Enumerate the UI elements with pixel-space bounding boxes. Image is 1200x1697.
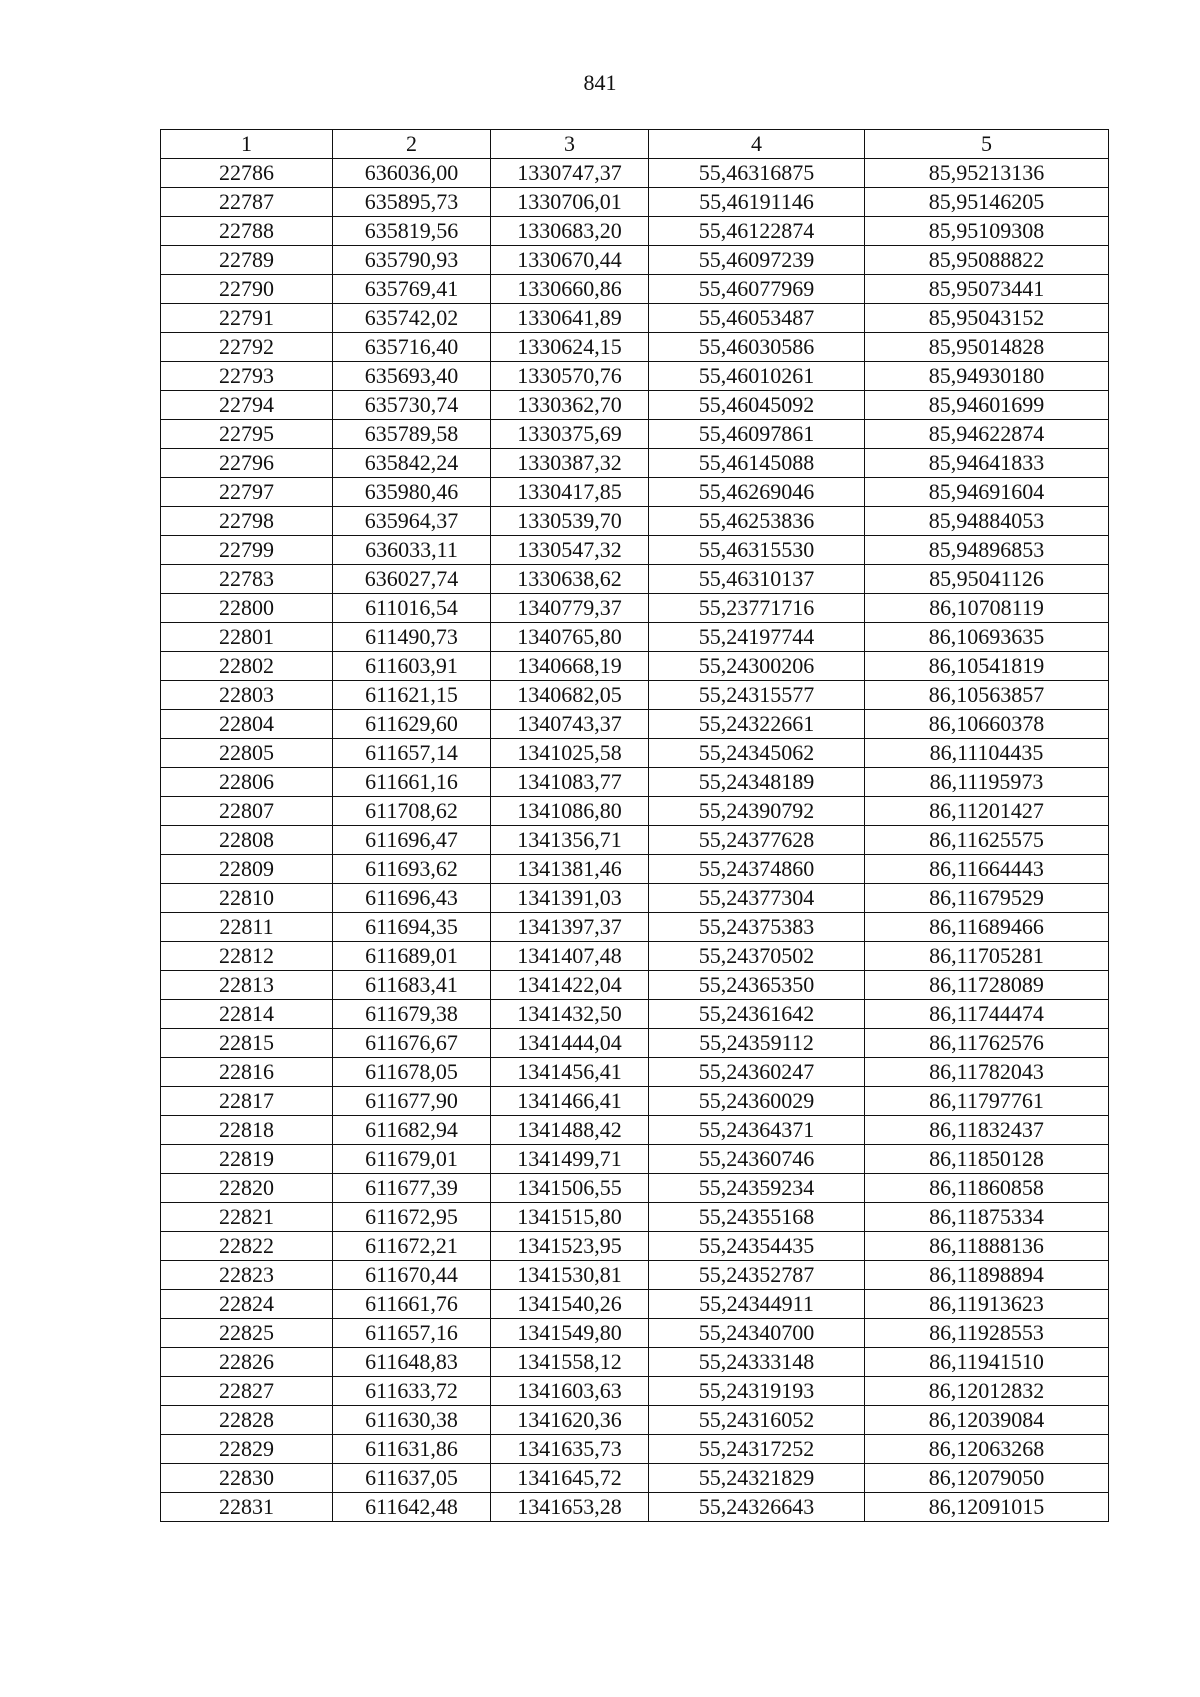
latitude-cell: 55,24370502 [649, 942, 865, 971]
x-coordinate-cell: 635730,74 [333, 391, 491, 420]
table-row [161, 275, 1109, 304]
latitude-cell: 55,46097239 [649, 246, 865, 275]
latitude-cell: 55,46269046 [649, 478, 865, 507]
y-coordinate-cell: 1341530,81 [491, 1261, 649, 1290]
point-number-cell: 22824 [161, 1290, 333, 1319]
table-row [161, 1493, 1109, 1522]
longitude-cell: 86,11797761 [865, 1087, 1109, 1116]
table-row [161, 1348, 1109, 1377]
x-coordinate-cell: 636027,74 [333, 565, 491, 594]
y-coordinate-cell: 1341620,36 [491, 1406, 649, 1435]
point-number-cell: 22823 [161, 1261, 333, 1290]
table-row [161, 217, 1109, 246]
y-coordinate-cell: 1341422,04 [491, 971, 649, 1000]
table-row [161, 246, 1109, 275]
longitude-cell: 85,94622874 [865, 420, 1109, 449]
longitude-cell: 86,11664443 [865, 855, 1109, 884]
point-number-cell: 22792 [161, 333, 333, 362]
longitude-cell: 86,11913623 [865, 1290, 1109, 1319]
table-row [161, 536, 1109, 565]
y-coordinate-cell: 1330670,44 [491, 246, 649, 275]
longitude-cell: 85,95088822 [865, 246, 1109, 275]
latitude-cell: 55,24375383 [649, 913, 865, 942]
x-coordinate-cell: 636033,11 [333, 536, 491, 565]
point-number-cell: 22803 [161, 681, 333, 710]
latitude-cell: 55,24344911 [649, 1290, 865, 1319]
table-row [161, 1000, 1109, 1029]
y-coordinate-cell: 1341381,46 [491, 855, 649, 884]
x-coordinate-cell: 635693,40 [333, 362, 491, 391]
x-coordinate-cell: 611672,21 [333, 1232, 491, 1261]
longitude-cell: 86,11898894 [865, 1261, 1109, 1290]
x-coordinate-cell: 611637,05 [333, 1464, 491, 1493]
y-coordinate-cell: 1341635,73 [491, 1435, 649, 1464]
point-number-cell: 22820 [161, 1174, 333, 1203]
point-number-cell: 22795 [161, 420, 333, 449]
latitude-cell: 55,46122874 [649, 217, 865, 246]
table-row [161, 1058, 1109, 1087]
longitude-cell: 86,11625575 [865, 826, 1109, 855]
point-number-cell: 22801 [161, 623, 333, 652]
table-row [161, 565, 1109, 594]
point-number-cell: 22798 [161, 507, 333, 536]
y-coordinate-cell: 1341603,63 [491, 1377, 649, 1406]
longitude-cell: 86,11875334 [865, 1203, 1109, 1232]
y-coordinate-cell: 1341506,55 [491, 1174, 649, 1203]
x-coordinate-cell: 611693,62 [333, 855, 491, 884]
longitude-cell: 85,95109308 [865, 217, 1109, 246]
x-coordinate-cell: 611679,38 [333, 1000, 491, 1029]
y-coordinate-cell: 1340765,80 [491, 623, 649, 652]
table-row [161, 797, 1109, 826]
longitude-cell: 86,11679529 [865, 884, 1109, 913]
y-coordinate-cell: 1341391,03 [491, 884, 649, 913]
latitude-cell: 55,46315530 [649, 536, 865, 565]
point-number-cell: 22813 [161, 971, 333, 1000]
longitude-cell: 86,12012832 [865, 1377, 1109, 1406]
point-number-cell: 22807 [161, 797, 333, 826]
y-coordinate-cell: 1330706,01 [491, 188, 649, 217]
y-coordinate-cell: 1341356,71 [491, 826, 649, 855]
y-coordinate-cell: 1341523,95 [491, 1232, 649, 1261]
y-coordinate-cell: 1341558,12 [491, 1348, 649, 1377]
latitude-cell: 55,46191146 [649, 188, 865, 217]
table-row [161, 739, 1109, 768]
latitude-cell: 55,24359234 [649, 1174, 865, 1203]
point-number-cell: 22796 [161, 449, 333, 478]
x-coordinate-cell: 611016,54 [333, 594, 491, 623]
table-row [161, 1406, 1109, 1435]
x-coordinate-cell: 611683,41 [333, 971, 491, 1000]
latitude-cell: 55,24390792 [649, 797, 865, 826]
point-number-cell: 22826 [161, 1348, 333, 1377]
latitude-cell: 55,24365350 [649, 971, 865, 1000]
x-coordinate-cell: 611661,16 [333, 768, 491, 797]
longitude-cell: 86,10660378 [865, 710, 1109, 739]
table-row [161, 884, 1109, 913]
table-row [161, 768, 1109, 797]
latitude-cell: 55,24360247 [649, 1058, 865, 1087]
point-number-cell: 22821 [161, 1203, 333, 1232]
y-coordinate-cell: 1330747,37 [491, 159, 649, 188]
x-coordinate-cell: 611689,01 [333, 942, 491, 971]
latitude-cell: 55,24364371 [649, 1116, 865, 1145]
longitude-cell: 86,10693635 [865, 623, 1109, 652]
x-coordinate-cell: 611677,90 [333, 1087, 491, 1116]
y-coordinate-cell: 1341515,80 [491, 1203, 649, 1232]
latitude-cell: 55,24300206 [649, 652, 865, 681]
latitude-cell: 55,24359112 [649, 1029, 865, 1058]
longitude-cell: 86,11832437 [865, 1116, 1109, 1145]
point-number-cell: 22802 [161, 652, 333, 681]
table-row [161, 159, 1109, 188]
latitude-cell: 55,24317252 [649, 1435, 865, 1464]
point-number-cell: 22831 [161, 1493, 333, 1522]
point-number-cell: 22788 [161, 217, 333, 246]
table-row [161, 1435, 1109, 1464]
point-number-cell: 22793 [161, 362, 333, 391]
latitude-cell: 55,24352787 [649, 1261, 865, 1290]
latitude-cell: 55,46077969 [649, 275, 865, 304]
y-coordinate-cell: 1330624,15 [491, 333, 649, 362]
longitude-cell: 85,95146205 [865, 188, 1109, 217]
point-number-cell: 22812 [161, 942, 333, 971]
table-row [161, 420, 1109, 449]
x-coordinate-cell: 611657,14 [333, 739, 491, 768]
column-header-3: 3 [491, 130, 649, 159]
longitude-cell: 86,11782043 [865, 1058, 1109, 1087]
longitude-cell: 85,94930180 [865, 362, 1109, 391]
table-row [161, 1116, 1109, 1145]
latitude-cell: 55,24333148 [649, 1348, 865, 1377]
y-coordinate-cell: 1341025,58 [491, 739, 649, 768]
y-coordinate-cell: 1330660,86 [491, 275, 649, 304]
table-row [161, 507, 1109, 536]
table-row [161, 1145, 1109, 1174]
y-coordinate-cell: 1340779,37 [491, 594, 649, 623]
table-row [161, 971, 1109, 1000]
latitude-cell: 55,46045092 [649, 391, 865, 420]
point-number-cell: 22830 [161, 1464, 333, 1493]
x-coordinate-cell: 635842,24 [333, 449, 491, 478]
longitude-cell: 86,11850128 [865, 1145, 1109, 1174]
y-coordinate-cell: 1341549,80 [491, 1319, 649, 1348]
table-row [161, 333, 1109, 362]
longitude-cell: 85,94884053 [865, 507, 1109, 536]
x-coordinate-cell: 635769,41 [333, 275, 491, 304]
table-row [161, 1232, 1109, 1261]
longitude-cell: 85,95213136 [865, 159, 1109, 188]
table-row [161, 1290, 1109, 1319]
y-coordinate-cell: 1341083,77 [491, 768, 649, 797]
y-coordinate-cell: 1341397,37 [491, 913, 649, 942]
point-number-cell: 22817 [161, 1087, 333, 1116]
y-coordinate-cell: 1330387,32 [491, 449, 649, 478]
coordinates-table [160, 129, 1109, 1522]
column-header-5: 5 [865, 130, 1109, 159]
table-row [161, 1319, 1109, 1348]
longitude-cell: 86,10708119 [865, 594, 1109, 623]
latitude-cell: 55,24315577 [649, 681, 865, 710]
point-number-cell: 22787 [161, 188, 333, 217]
point-number-cell: 22811 [161, 913, 333, 942]
point-number-cell: 22822 [161, 1232, 333, 1261]
table-row [161, 652, 1109, 681]
latitude-cell: 55,46253836 [649, 507, 865, 536]
latitude-cell: 55,24377304 [649, 884, 865, 913]
latitude-cell: 55,24374860 [649, 855, 865, 884]
latitude-cell: 55,46316875 [649, 159, 865, 188]
x-coordinate-cell: 611648,83 [333, 1348, 491, 1377]
longitude-cell: 86,11195973 [865, 768, 1109, 797]
x-coordinate-cell: 611629,60 [333, 710, 491, 739]
y-coordinate-cell: 1330417,85 [491, 478, 649, 507]
y-coordinate-cell: 1330547,32 [491, 536, 649, 565]
table-row [161, 362, 1109, 391]
latitude-cell: 55,24319193 [649, 1377, 865, 1406]
point-number-cell: 22804 [161, 710, 333, 739]
table-row [161, 681, 1109, 710]
y-coordinate-cell: 1341432,50 [491, 1000, 649, 1029]
y-coordinate-cell: 1341466,41 [491, 1087, 649, 1116]
y-coordinate-cell: 1341407,48 [491, 942, 649, 971]
x-coordinate-cell: 635716,40 [333, 333, 491, 362]
table-row [161, 855, 1109, 884]
y-coordinate-cell: 1330570,76 [491, 362, 649, 391]
longitude-cell: 86,11744474 [865, 1000, 1109, 1029]
x-coordinate-cell: 635980,46 [333, 478, 491, 507]
point-number-cell: 22800 [161, 594, 333, 623]
latitude-cell: 55,24316052 [649, 1406, 865, 1435]
point-number-cell: 22819 [161, 1145, 333, 1174]
table-row [161, 188, 1109, 217]
x-coordinate-cell: 635790,93 [333, 246, 491, 275]
point-number-cell: 22805 [161, 739, 333, 768]
x-coordinate-cell: 611679,01 [333, 1145, 491, 1174]
y-coordinate-cell: 1330638,62 [491, 565, 649, 594]
x-coordinate-cell: 635789,58 [333, 420, 491, 449]
latitude-cell: 55,24348189 [649, 768, 865, 797]
longitude-cell: 86,11762576 [865, 1029, 1109, 1058]
x-coordinate-cell: 611694,35 [333, 913, 491, 942]
point-number-cell: 22829 [161, 1435, 333, 1464]
y-coordinate-cell: 1330641,89 [491, 304, 649, 333]
x-coordinate-cell: 635819,56 [333, 217, 491, 246]
longitude-cell: 86,11941510 [865, 1348, 1109, 1377]
table-row [161, 1087, 1109, 1116]
x-coordinate-cell: 611696,47 [333, 826, 491, 855]
y-coordinate-cell: 1340743,37 [491, 710, 649, 739]
point-number-cell: 22794 [161, 391, 333, 420]
point-number-cell: 22825 [161, 1319, 333, 1348]
page-number: 841 [583, 70, 617, 95]
point-number-cell: 22786 [161, 159, 333, 188]
x-coordinate-cell: 635964,37 [333, 507, 491, 536]
y-coordinate-cell: 1330539,70 [491, 507, 649, 536]
longitude-cell: 86,12063268 [865, 1435, 1109, 1464]
x-coordinate-cell: 611603,91 [333, 652, 491, 681]
point-number-cell: 22827 [161, 1377, 333, 1406]
table-row [161, 826, 1109, 855]
table-row [161, 391, 1109, 420]
point-number-cell: 22810 [161, 884, 333, 913]
longitude-cell: 85,94641833 [865, 449, 1109, 478]
table-row [161, 449, 1109, 478]
point-number-cell: 22789 [161, 246, 333, 275]
y-coordinate-cell: 1341456,41 [491, 1058, 649, 1087]
latitude-cell: 55,46097861 [649, 420, 865, 449]
y-coordinate-cell: 1341540,26 [491, 1290, 649, 1319]
longitude-cell: 86,12091015 [865, 1493, 1109, 1522]
longitude-cell: 86,12039084 [865, 1406, 1109, 1435]
table-row [161, 1377, 1109, 1406]
latitude-cell: 55,46010261 [649, 362, 865, 391]
latitude-cell: 55,24322661 [649, 710, 865, 739]
table-row [161, 710, 1109, 739]
latitude-cell: 55,24360746 [649, 1145, 865, 1174]
y-coordinate-cell: 1341499,71 [491, 1145, 649, 1174]
longitude-cell: 85,95043152 [865, 304, 1109, 333]
point-number-cell: 22816 [161, 1058, 333, 1087]
point-number-cell: 22828 [161, 1406, 333, 1435]
header-row [161, 130, 1109, 159]
column-header-2: 2 [333, 130, 491, 159]
x-coordinate-cell: 635742,02 [333, 304, 491, 333]
table-header [161, 130, 1109, 159]
longitude-cell: 85,95073441 [865, 275, 1109, 304]
latitude-cell: 55,24345062 [649, 739, 865, 768]
y-coordinate-cell: 1341086,80 [491, 797, 649, 826]
latitude-cell: 55,24377628 [649, 826, 865, 855]
y-coordinate-cell: 1330362,70 [491, 391, 649, 420]
longitude-cell: 86,11705281 [865, 942, 1109, 971]
longitude-cell: 86,11201427 [865, 797, 1109, 826]
latitude-cell: 55,24197744 [649, 623, 865, 652]
latitude-cell: 55,46310137 [649, 565, 865, 594]
table-row [161, 942, 1109, 971]
y-coordinate-cell: 1330375,69 [491, 420, 649, 449]
y-coordinate-cell: 1341488,42 [491, 1116, 649, 1145]
latitude-cell: 55,24355168 [649, 1203, 865, 1232]
longitude-cell: 85,94601699 [865, 391, 1109, 420]
table-row [161, 623, 1109, 652]
point-number-cell: 22799 [161, 536, 333, 565]
longitude-cell: 85,95014828 [865, 333, 1109, 362]
latitude-cell: 55,24321829 [649, 1464, 865, 1493]
point-number-cell: 22791 [161, 304, 333, 333]
point-number-cell: 22808 [161, 826, 333, 855]
x-coordinate-cell: 611670,44 [333, 1261, 491, 1290]
y-coordinate-cell: 1341444,04 [491, 1029, 649, 1058]
table-row [161, 913, 1109, 942]
table-row [161, 594, 1109, 623]
x-coordinate-cell: 635895,73 [333, 188, 491, 217]
point-number-cell: 22814 [161, 1000, 333, 1029]
y-coordinate-cell: 1330683,20 [491, 217, 649, 246]
longitude-cell: 86,12079050 [865, 1464, 1109, 1493]
point-number-cell: 22790 [161, 275, 333, 304]
y-coordinate-cell: 1340682,05 [491, 681, 649, 710]
point-number-cell: 22815 [161, 1029, 333, 1058]
x-coordinate-cell: 611642,48 [333, 1493, 491, 1522]
point-number-cell: 22818 [161, 1116, 333, 1145]
x-coordinate-cell: 611621,15 [333, 681, 491, 710]
longitude-cell: 86,11104435 [865, 739, 1109, 768]
y-coordinate-cell: 1340668,19 [491, 652, 649, 681]
latitude-cell: 55,24361642 [649, 1000, 865, 1029]
x-coordinate-cell: 611678,05 [333, 1058, 491, 1087]
table-row [161, 1203, 1109, 1232]
point-number-cell: 22783 [161, 565, 333, 594]
longitude-cell: 86,10541819 [865, 652, 1109, 681]
latitude-cell: 55,23771716 [649, 594, 865, 623]
table-row [161, 1174, 1109, 1203]
x-coordinate-cell: 611676,67 [333, 1029, 491, 1058]
longitude-cell: 86,10563857 [865, 681, 1109, 710]
longitude-cell: 86,11928553 [865, 1319, 1109, 1348]
latitude-cell: 55,24326643 [649, 1493, 865, 1522]
longitude-cell: 86,11689466 [865, 913, 1109, 942]
table-row [161, 478, 1109, 507]
table-row [161, 304, 1109, 333]
longitude-cell: 86,11860858 [865, 1174, 1109, 1203]
x-coordinate-cell: 611633,72 [333, 1377, 491, 1406]
longitude-cell: 86,11728089 [865, 971, 1109, 1000]
longitude-cell: 85,94896853 [865, 536, 1109, 565]
x-coordinate-cell: 636036,00 [333, 159, 491, 188]
longitude-cell: 86,11888136 [865, 1232, 1109, 1261]
y-coordinate-cell: 1341645,72 [491, 1464, 649, 1493]
x-coordinate-cell: 611490,73 [333, 623, 491, 652]
x-coordinate-cell: 611672,95 [333, 1203, 491, 1232]
point-number-cell: 22809 [161, 855, 333, 884]
latitude-cell: 55,46053487 [649, 304, 865, 333]
x-coordinate-cell: 611696,43 [333, 884, 491, 913]
table-body [161, 159, 1109, 1522]
latitude-cell: 55,24340700 [649, 1319, 865, 1348]
table-row [161, 1029, 1109, 1058]
longitude-cell: 85,94691604 [865, 478, 1109, 507]
latitude-cell: 55,46030586 [649, 333, 865, 362]
longitude-cell: 85,95041126 [865, 565, 1109, 594]
point-number-cell: 22806 [161, 768, 333, 797]
x-coordinate-cell: 611631,86 [333, 1435, 491, 1464]
x-coordinate-cell: 611661,76 [333, 1290, 491, 1319]
latitude-cell: 55,24354435 [649, 1232, 865, 1261]
table-row [161, 1464, 1109, 1493]
latitude-cell: 55,46145088 [649, 449, 865, 478]
column-header-4: 4 [649, 130, 865, 159]
latitude-cell: 55,24360029 [649, 1087, 865, 1116]
table-row [161, 1261, 1109, 1290]
x-coordinate-cell: 611630,38 [333, 1406, 491, 1435]
point-number-cell: 22797 [161, 478, 333, 507]
x-coordinate-cell: 611682,94 [333, 1116, 491, 1145]
x-coordinate-cell: 611677,39 [333, 1174, 491, 1203]
x-coordinate-cell: 611708,62 [333, 797, 491, 826]
column-header-1: 1 [161, 130, 333, 159]
y-coordinate-cell: 1341653,28 [491, 1493, 649, 1522]
x-coordinate-cell: 611657,16 [333, 1319, 491, 1348]
